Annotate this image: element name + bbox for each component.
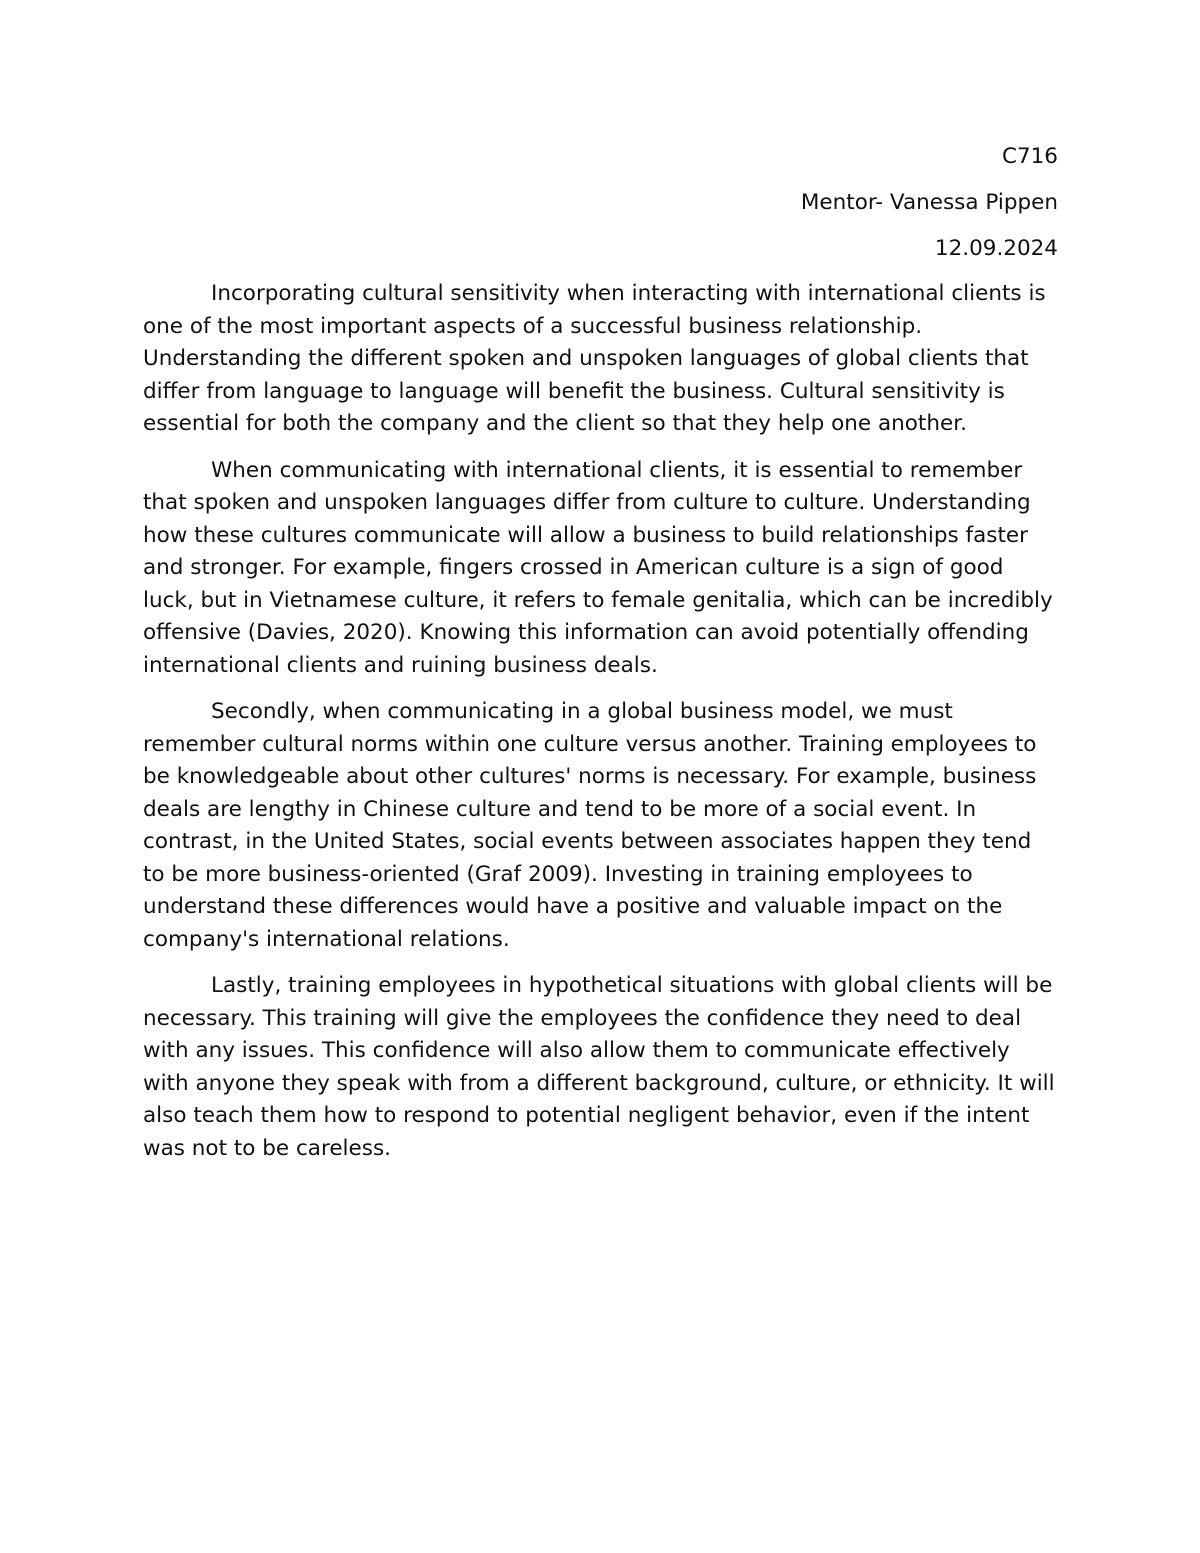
paragraph-intro: Incorporating cultural sensitivity when interacting with international clients is one of the most important aspects of a successful business relationship. Understanding the different spoken and unspoken languages of global clients that differ from language to language will benefit the business. Cultural sensitivity is essential for both the company and the client so that they help one another. [143, 281, 1046, 436]
document-page [143, 140, 1058, 1179]
mentor-name: Mentor- Vanessa Pippen [800, 190, 1058, 215]
paragraph-cultural-norms: Secondly, when communicating in a global business model, we must remember cultural norms within one culture versus another. Training employees to be knowledgeable about other cultures' norms is necessary. For example, business deals are lengthy in Chinese culture and tend to be more of a social event. In contrast, in the United States, social events between associates happen they tend to be more business-oriented (Graf 2009). Investing in training employees to understand these differences would have a positive and valuable impact on the company's international relations. [143, 699, 1037, 952]
course-code: C716 [1001, 144, 1058, 169]
paragraph-training: Lastly, training employees in hypothetical situations with global clients will be necessary. This training will give the employees the confidence they need to deal with any issues. This confidence will also allow them to communicate effectively with anyone they speak with from a different background, culture, or ethnicity. It will also teach them how to respond to potential negligent behavior, even if the intent was not to be careless. [143, 973, 1055, 1161]
document-date: 12.09.2024 [934, 236, 1058, 261]
paragraph-communication: When communicating with international clients, it is essential to remember that spoken and unspoken languages differ from culture to culture. Understanding how these cultures communicate will allow a business to build relationships faster and stronger. For example, fingers crossed in American culture is a sign of good luck, but in Vietnamese culture, it refers to female genitalia, which can be incredibly offensive (Davies, 2020). Knowing this information can avoid potentially offending international clients and ruining business deals. [143, 457, 1053, 678]
